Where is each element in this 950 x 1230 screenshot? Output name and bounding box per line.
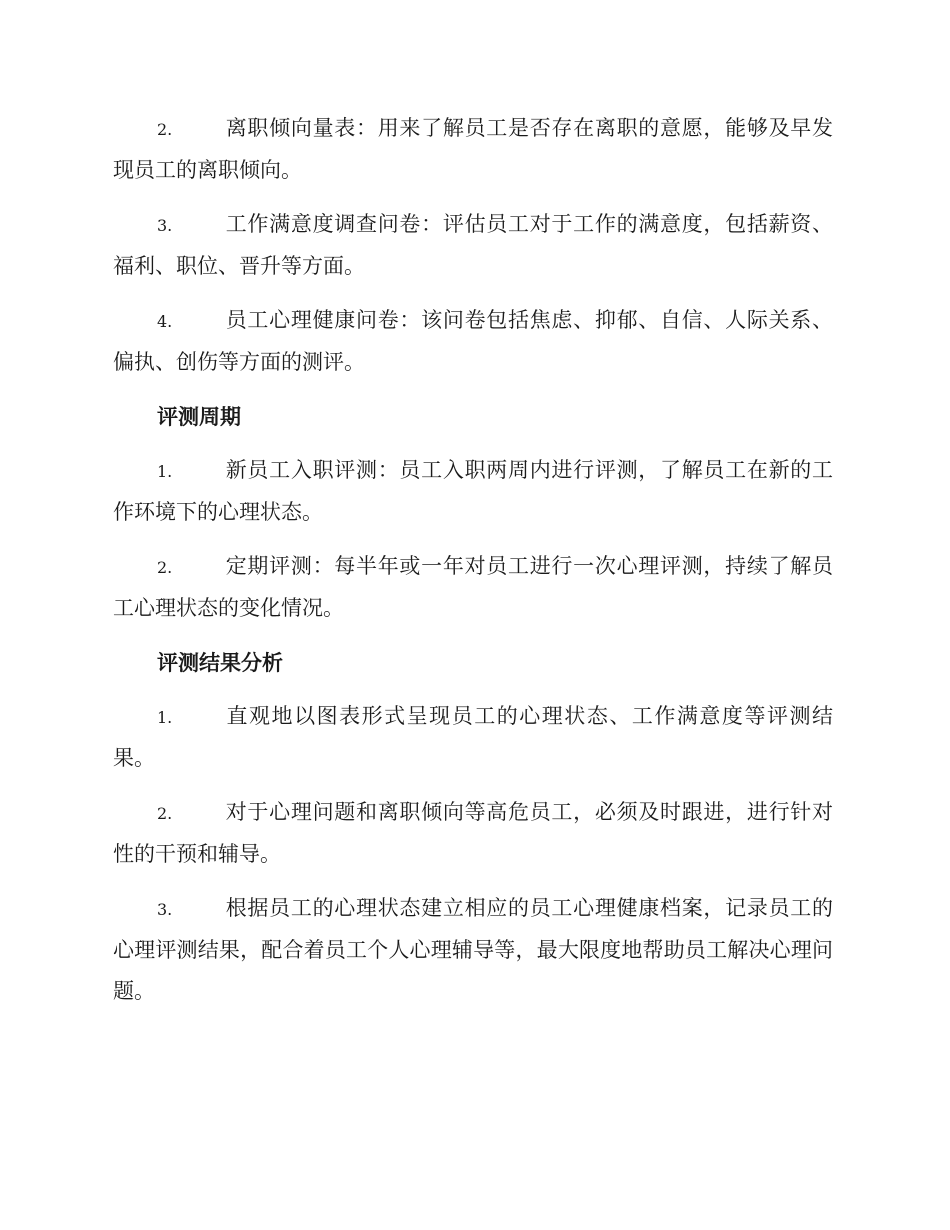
list-text: 根据员工的心理状态建立相应的员工心理健康档案，记录员工的心理评测结果，配合着员工个人心理辅导等，最大限度地帮助员工解决心理问题。	[113, 896, 833, 1003]
list-number: 1.	[157, 462, 173, 481]
section-heading-result-analysis: 评测结果分析	[157, 650, 283, 675]
list-number: 2.	[157, 804, 173, 823]
list-text: 工作满意度调查问卷：评估员工对于工作的满意度，包括薪资、福利、职位、晋升等方面。	[113, 212, 833, 278]
list-text: 新员工入职评测：员工入职两周内进行评测，了解员工在新的工作环境下的心理状态。	[113, 458, 833, 524]
list-number: 3.	[157, 900, 173, 919]
list-text: 定期评测：每半年或一年对员工进行一次心理评测，持续了解员工心理状态的变化情况。	[113, 554, 833, 620]
list-number: 4.	[157, 312, 173, 331]
list-item	[113, 450, 833, 533]
list-item	[113, 300, 833, 383]
list-item	[113, 888, 833, 1012]
list-number: 2.	[157, 120, 173, 139]
list-text: 离职倾向量表：用来了解员工是否存在离职的意愿，能够及早发现员工的离职倾向。	[113, 116, 833, 182]
list-item	[113, 204, 833, 287]
list-number: 3.	[157, 216, 173, 235]
list-item	[113, 108, 833, 191]
list-number: 2.	[157, 558, 173, 577]
document-body	[113, 108, 833, 1025]
list-item	[113, 792, 833, 875]
section-heading-evaluation-cycle: 评测周期	[157, 404, 241, 429]
list-item	[113, 546, 833, 629]
list-item	[113, 696, 833, 779]
list-text: 员工心理健康问卷：该问卷包括焦虑、抑郁、自信、人际关系、偏执、创伤等方面的测评。	[113, 308, 833, 374]
list-text: 对于心理问题和离职倾向等高危员工，必须及时跟进，进行针对性的干预和辅导。	[113, 800, 833, 866]
list-text: 直观地以图表形式呈现员工的心理状态、工作满意度等评测结果。	[113, 704, 833, 770]
list-number: 1.	[157, 708, 173, 727]
